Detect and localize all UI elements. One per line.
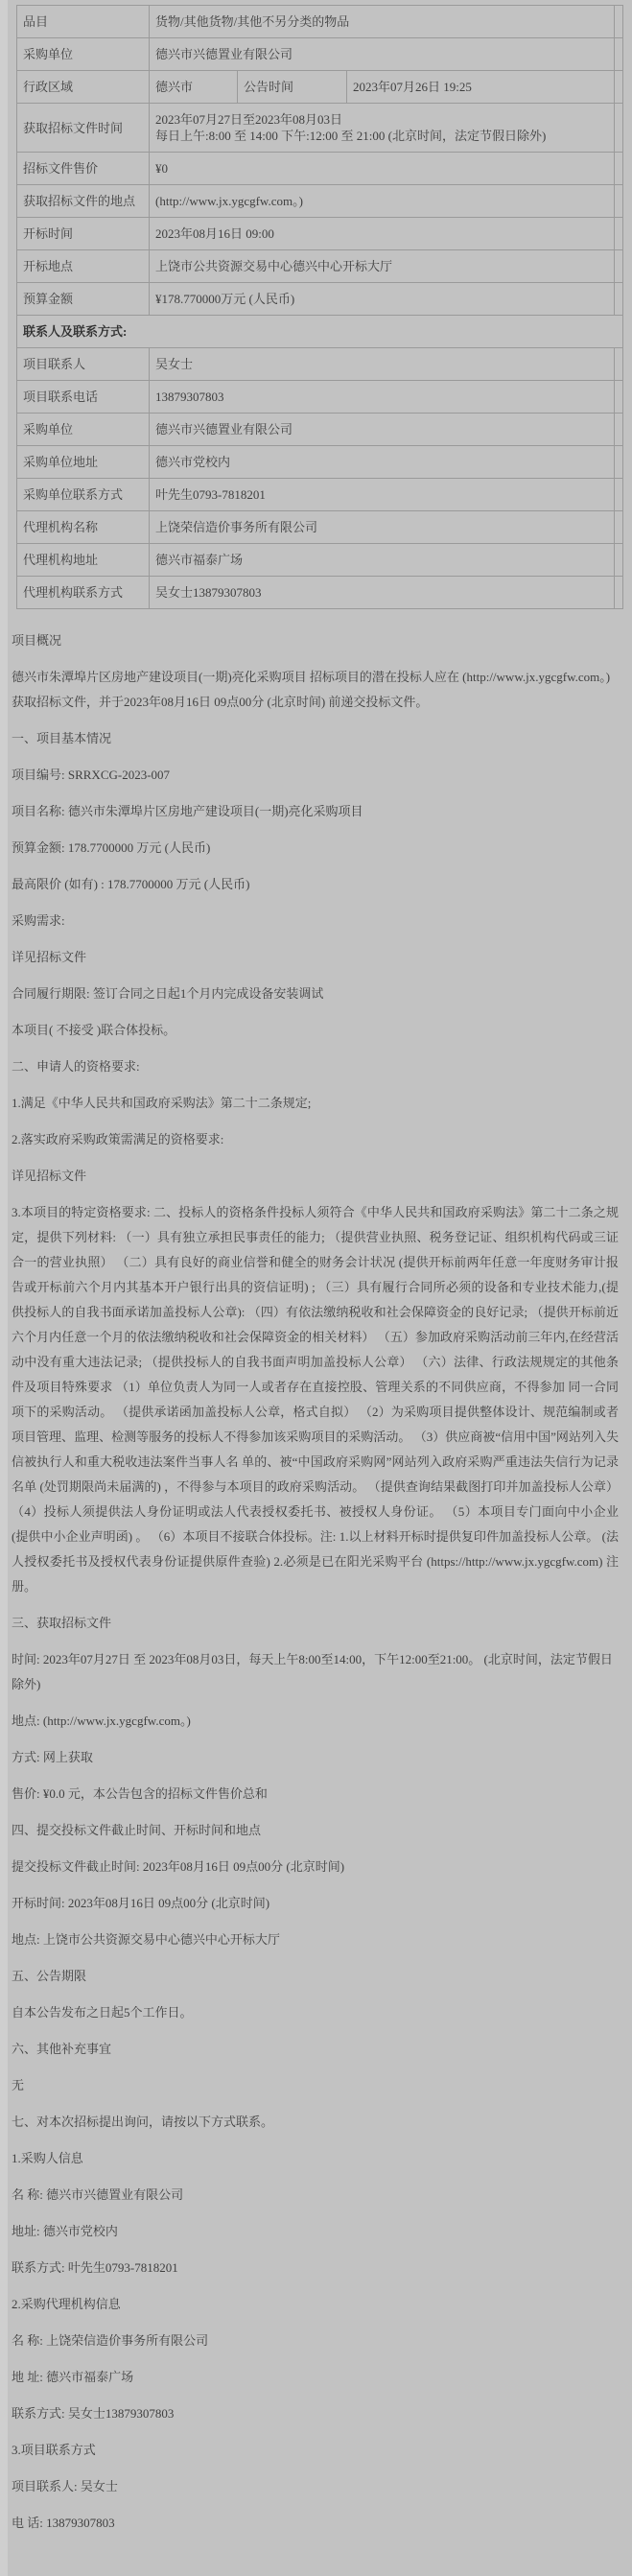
info-value: 吴女士 xyxy=(150,348,615,381)
table-row xyxy=(17,153,623,185)
doc-paragraph: 地 址: 德兴市福泰广场 xyxy=(12,2370,134,2384)
info-value: 叶先生0793-7818201 xyxy=(150,479,615,511)
doc-paragraph: 合同履行期限: 签订合同之日起1个月内完成设备安装调试 xyxy=(12,986,324,1001)
doc-section-heading: 五、公告期限 xyxy=(12,1969,87,1983)
spacer-cell xyxy=(615,414,623,446)
doc-section-heading: 四、提交投标文件截止时间、开标时间和地点 xyxy=(12,1823,262,1837)
doc-paragraph: 名 称: 德兴市兴德置业有限公司 xyxy=(12,2187,184,2202)
info-label: 项目联系电话 xyxy=(17,381,150,414)
doc-paragraph: 名 称: 上饶荣信造价事务所有限公司 xyxy=(12,2333,209,2348)
doc-paragraph: 采购需求: xyxy=(12,913,65,928)
table-row xyxy=(17,283,623,316)
info-label: 采购单位 xyxy=(17,414,150,446)
info-value: 德兴市兴德置业有限公司 xyxy=(150,38,615,71)
info-value: 吴女士13879307803 xyxy=(150,577,615,609)
table-row xyxy=(17,348,623,381)
info-value: 上饶荣信造价事务所有限公司 xyxy=(150,511,615,544)
info-label: 开标地点 xyxy=(17,250,150,283)
info-value: ¥178.770000万元 (人民币) xyxy=(150,283,615,316)
left-gutter xyxy=(0,0,8,2576)
info-value: ¥0 xyxy=(150,153,615,185)
info-label: 获取招标文件时间 xyxy=(17,104,150,153)
spacer-cell xyxy=(615,348,623,381)
table-row xyxy=(17,544,623,577)
doc-section-heading: 六、其他补充事宜 xyxy=(12,2042,112,2056)
spacer-cell xyxy=(615,153,623,185)
info-label: 公告时间 xyxy=(238,71,347,104)
spacer-cell xyxy=(615,71,623,104)
doc-paragraph: 联系方式: 叶先生0793-7818201 xyxy=(12,2260,178,2275)
doc-section-heading: 一、项目基本情况 xyxy=(12,731,112,745)
info-label: 代理机构地址 xyxy=(17,544,150,577)
spacer-cell xyxy=(615,381,623,414)
doc-paragraph: 项目编号: SRRXCG-2023-007 xyxy=(12,768,171,782)
info-label: 项目联系人 xyxy=(17,348,150,381)
info-label: 代理机构名称 xyxy=(17,511,150,544)
doc-paragraph: 联系方式: 吴女士13879307803 xyxy=(12,2406,175,2421)
doc-section-heading: 二、申请人的资格要求: xyxy=(12,1059,140,1074)
spacer-cell xyxy=(615,104,623,153)
info-label: 采购单位联系方式 xyxy=(17,479,150,511)
doc-paragraph: 无 xyxy=(12,2078,25,2092)
table-row xyxy=(17,38,623,71)
info-value: 货物/其他货物/其他不另分类的物品 xyxy=(150,6,615,38)
spacer-cell xyxy=(615,6,623,38)
info-label: 获取招标文件的地点 xyxy=(17,185,150,218)
doc-paragraph: 详见招标文件 xyxy=(12,950,87,964)
doc-paragraph: 提交投标文件截止时间: 2023年08月16日 09点00分 (北京时间) xyxy=(12,1859,345,1874)
project-info-table xyxy=(16,5,623,609)
doc-section-heading: 七、对本次招标提出询问，请按以下方式联系。 xyxy=(12,2115,274,2129)
table-row xyxy=(17,185,623,218)
info-label: 采购单位地址 xyxy=(17,446,150,479)
table-row xyxy=(17,250,623,283)
table-row xyxy=(17,446,623,479)
info-value: 德兴市福泰广场 xyxy=(150,544,615,577)
doc-paragraph: 3.项目联系方式 xyxy=(12,2443,96,2457)
table-row xyxy=(17,511,623,544)
table-row xyxy=(17,381,623,414)
doc-paragraph: 售价: ¥0.0 元，本公告包含的招标文件售价总和 xyxy=(12,1786,268,1801)
table-row xyxy=(17,414,623,446)
doc-paragraph: 地址: 德兴市党校内 xyxy=(12,2224,118,2238)
info-label: 预算金额 xyxy=(17,283,150,316)
doc-paragraph: 项目名称: 德兴市朱潭埠片区房地产建设项目(一期)亮化采购项目 xyxy=(12,804,363,818)
info-label: 开标时间 xyxy=(17,218,150,250)
contact-header-row xyxy=(17,316,623,348)
doc-paragraph: 德兴市朱潭埠片区房地产建设项目(一期)亮化采购项目 招标项目的潜在投标人应在 (http://www.jx.ygcgfw.com。) 获取招标文件，并于2023年08月16日 09点00分 (北京时间) 前递交投标文件。 xyxy=(12,670,611,709)
info-label: 行政区域 xyxy=(17,71,150,104)
project-info-table-body xyxy=(17,6,623,609)
info-label: 代理机构联系方式 xyxy=(17,577,150,609)
info-value: 2023年08月16日 09:00 xyxy=(150,218,615,250)
table-row xyxy=(17,218,623,250)
doc-paragraph: 项目联系人: 吴女士 xyxy=(12,2479,118,2493)
spacer-cell xyxy=(615,38,623,71)
doc-paragraph: 3.本项目的特定资格要求: 二、投标人的资格条件投标人须符合《中华人民共和国政府采购法》第二十二条之规定，提供下列材料: （一）具有独立承担民事责任的能力; （提供营业执照、税务登记证、组织机构代码或三证合一的营业执照） （二）具有良好的商业信誉和健全的财务会计状况 (提供开标前两年任意一年度财务审计报告或开标前六个月内其基本开户银行出具的资信证明) ; （三）具有履行合同所必须的设备和专业技术能力,(提供投标人的自我书面承诺加盖投标人公章): （四）有依法缴纳税收和社会保障资金的良好记录; （提供开标前近六个月内任意一个月的依法缴纳税收和社会保障资金的相关材料） （五）参加政府采购活动前三年内,在经营活动中没有重大违法记录; （提供投标人的自我书面声明加盖投标人公章） （六）法律、行政法规规定的其他条件及项目特殊要求 （1）单位负责人为同一人或者存在直接控股、管理关系的不同供应商，不得参加 同一合同项下的采购活动。 （提供承诺函加盖投标人公章，格式自拟） （2）为采购项目提供整体设计、规范编制或者项目管理、监理、检测等服务的投标人不得参加该采购项目的采购活动。 （3）供应商被“信用中国”网站列入失信被执行人和重大税收违法案件当事人名 单的、被“中国政府采购网”网站列入政府采购严重违法失信行为记录名单 (处罚期限尚未届满的) ，不得参与本项目的政府采购活动。 （提供查询结果截图打印并加盖投标人公章） （4）投标人须提供法人身份证明或法人代表授权委托书、被授权人身份证。 （5）本项目专门面向中小企业 (提供中小企业声明函) 。 （6）本项目不接联合体投标。注: 1.以上材料开标时提供复印件加盖投标人公章。 (法人授权委托书及授权代表身份证提供原件查验) 2.必须是已在阳光采购平台 (https://http://www.jx.ygcgfw.com) 注册。 xyxy=(12,1205,619,1594)
doc-paragraph: 时间: 2023年07月27日 至 2023年08月03日，每天上午8:00至14:00，下午12:00至21:00。 (北京时间，法定节假日除外) xyxy=(12,1652,613,1691)
doc-paragraph: 地点: 上饶市公共资源交易中心德兴中心开标大厅 xyxy=(12,1932,280,1947)
info-label: 采购单位 xyxy=(17,38,150,71)
contact-header-label: 联系人及联系方式: xyxy=(17,316,623,348)
doc-paragraph: 最高限价 (如有) : 178.7700000 万元 (人民币) xyxy=(12,877,250,891)
spacer-cell xyxy=(615,544,623,577)
document-body xyxy=(12,628,619,2536)
table-row xyxy=(17,71,623,104)
doc-paragraph: 本项目( 不接受 )联合体投标。 xyxy=(12,1023,176,1037)
doc-paragraph: 地点: (http://www.jx.ygcgfw.com。) xyxy=(12,1713,191,1728)
doc-paragraph: 2.落实政府采购政策需满足的资格要求: xyxy=(12,1132,224,1146)
info-value: 2023年07月26日 19:25 xyxy=(347,71,615,104)
info-value: 上饶市公共资源交易中心德兴中心开标大厅 xyxy=(150,250,615,283)
doc-paragraph: 详见招标文件 xyxy=(12,1169,87,1183)
info-value: 德兴市党校内 xyxy=(150,446,615,479)
doc-paragraph: 2.采购代理机构信息 xyxy=(12,2297,121,2311)
doc-paragraph: 电 话: 13879307803 xyxy=(12,2516,115,2530)
table-row xyxy=(17,479,623,511)
spacer-cell xyxy=(615,185,623,218)
doc-paragraph: 自本公告发布之日起5个工作日。 xyxy=(12,2005,193,2020)
doc-paragraph: 开标时间: 2023年08月16日 09点00分 (北京时间) xyxy=(12,1896,270,1910)
spacer-cell xyxy=(615,446,623,479)
spacer-cell xyxy=(615,218,623,250)
table-row xyxy=(17,6,623,38)
doc-paragraph: 1.满足《中华人民共和国政府采购法》第二十二条规定; xyxy=(12,1096,312,1110)
table-row xyxy=(17,577,623,609)
info-value: (http://www.jx.ygcgfw.com。) xyxy=(150,185,615,218)
info-label: 招标文件售价 xyxy=(17,153,150,185)
spacer-cell xyxy=(615,577,623,609)
doc-section-heading: 三、获取招标文件 xyxy=(12,1616,112,1630)
doc-paragraph: 1.采购人信息 xyxy=(12,2151,83,2165)
spacer-cell xyxy=(615,250,623,283)
table-row xyxy=(17,104,623,153)
doc-section-heading: 项目概况 xyxy=(12,633,62,648)
doc-paragraph: 预算金额: 178.7700000 万元 (人民币) xyxy=(12,840,211,855)
spacer-cell xyxy=(615,479,623,511)
info-value: 德兴市 xyxy=(150,71,238,104)
spacer-cell xyxy=(615,511,623,544)
info-value: 德兴市兴德置业有限公司 xyxy=(150,414,615,446)
info-label: 品目 xyxy=(17,6,150,38)
doc-paragraph: 方式: 网上获取 xyxy=(12,1750,93,1764)
spacer-cell xyxy=(615,283,623,316)
info-value: 13879307803 xyxy=(150,381,615,414)
info-value: 2023年07月27日至2023年08月03日 每日上午:8:00 至 14:00 下午:12:00 至 21:00 (北京时间，法定节假日除外) xyxy=(150,104,615,153)
